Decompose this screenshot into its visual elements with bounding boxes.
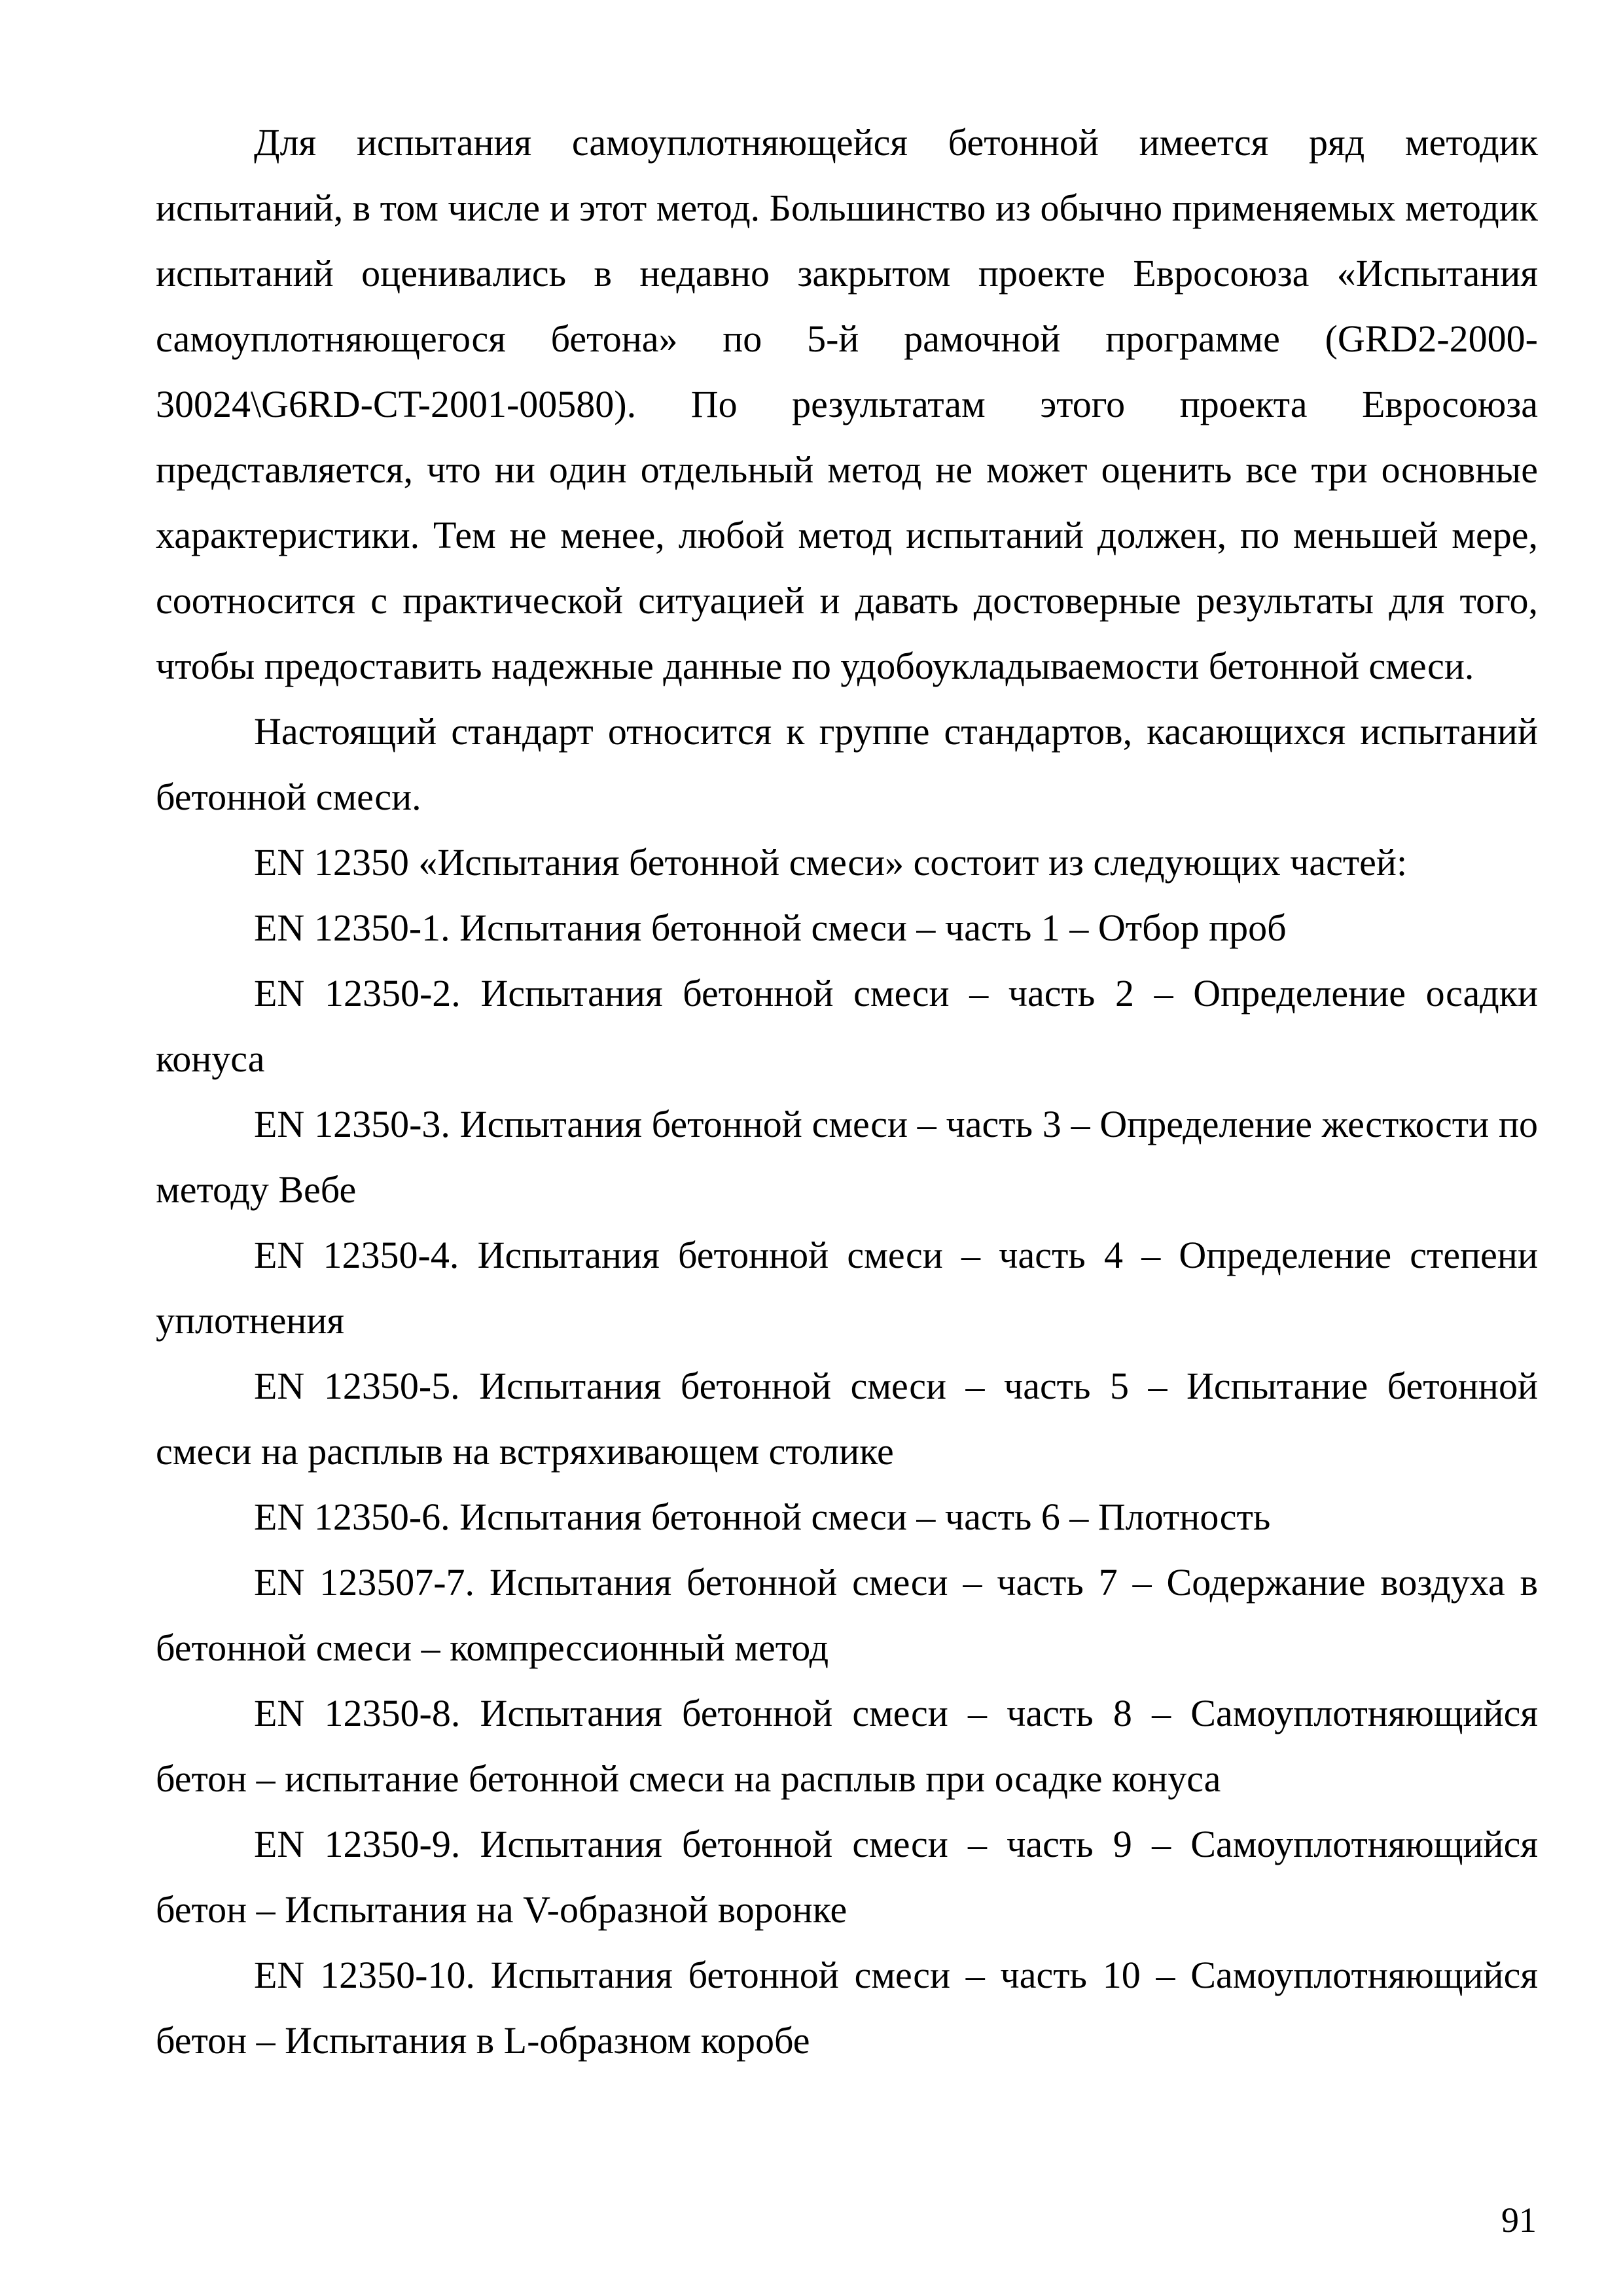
standard-part-1: EN 12350-1. Испытания бетонной смеси – часть 1 – Отбор проб (254, 906, 1287, 949)
intro-paragraph: Для испытания самоуплотняющейся бетонной имеется ряд методик испытаний, в том числе и этот метод. Большинство из обычно применяемых методик испытаний оценивались в недавно закрытом проекте Евросоюза «Испытания самоуплотняющегося бетона» по 5-й рамочной программе (GRD2-2000-30024\G6RD-CT-2001-00580). По результатам этого проекта Евросоюза представляется, что ни один отдельный метод не может оценить все три основные характеристики. Тем не менее, любой метод испытаний должен, по меньшей мере, соотносится с практической ситуацией и давать достоверные результаты для того, чтобы предоставить надежные данные по удобоукладываемости бетонной смеси. (156, 121, 1538, 687)
standard-part-2: EN 12350-2. Испытания бетонной смеси – часть 2 – Определение осадки конуса (156, 972, 1538, 1080)
standard-part-8: EN 12350-8. Испытания бетонной смеси – часть 8 – Самоуплотняющийся бетон – испытание бетонной смеси на расплыв при осадке конуса (156, 1692, 1538, 1800)
standard-part-7: EN 123507-7. Испытания бетонной смеси – часть 7 – Содержание воздуха в бетонной смеси – компрессионный метод (156, 1561, 1538, 1669)
standard-part-9: EN 12350-9. Испытания бетонной смеси – часть 9 – Самоуплотняющийся бетон – Испытания на V-образной воронке (156, 1823, 1538, 1931)
standard-part-6: EN 12350-6. Испытания бетонной смеси – часть 6 – Плотность (254, 1496, 1271, 1538)
standard-part-4: EN 12350-4. Испытания бетонной смеси – часть 4 – Определение степени уплотнения (156, 1234, 1538, 1342)
standard-part-3: EN 12350-3. Испытания бетонной смеси – часть 3 – Определение жесткости по методу Вебе (156, 1103, 1538, 1211)
standard-part-5: EN 12350-5. Испытания бетонной смеси – часть 5 – Испытание бетонной смеси на расплыв на встряхивающем столике (156, 1365, 1538, 1473)
standard-group-paragraph: Настоящий стандарт относится к группе стандартов, касающихся испытаний бетонной смеси. (156, 710, 1538, 818)
document-body (156, 110, 1538, 2073)
page-number: 91 (1501, 2200, 1537, 2240)
standard-part-10: EN 12350-10. Испытания бетонной смеси – часть 10 – Самоуплотняющийся бетон – Испытания в L-образном коробе (156, 1954, 1538, 2062)
standard-parts-heading: EN 12350 «Испытания бетонной смеси» состоит из следующих частей: (254, 841, 1408, 884)
